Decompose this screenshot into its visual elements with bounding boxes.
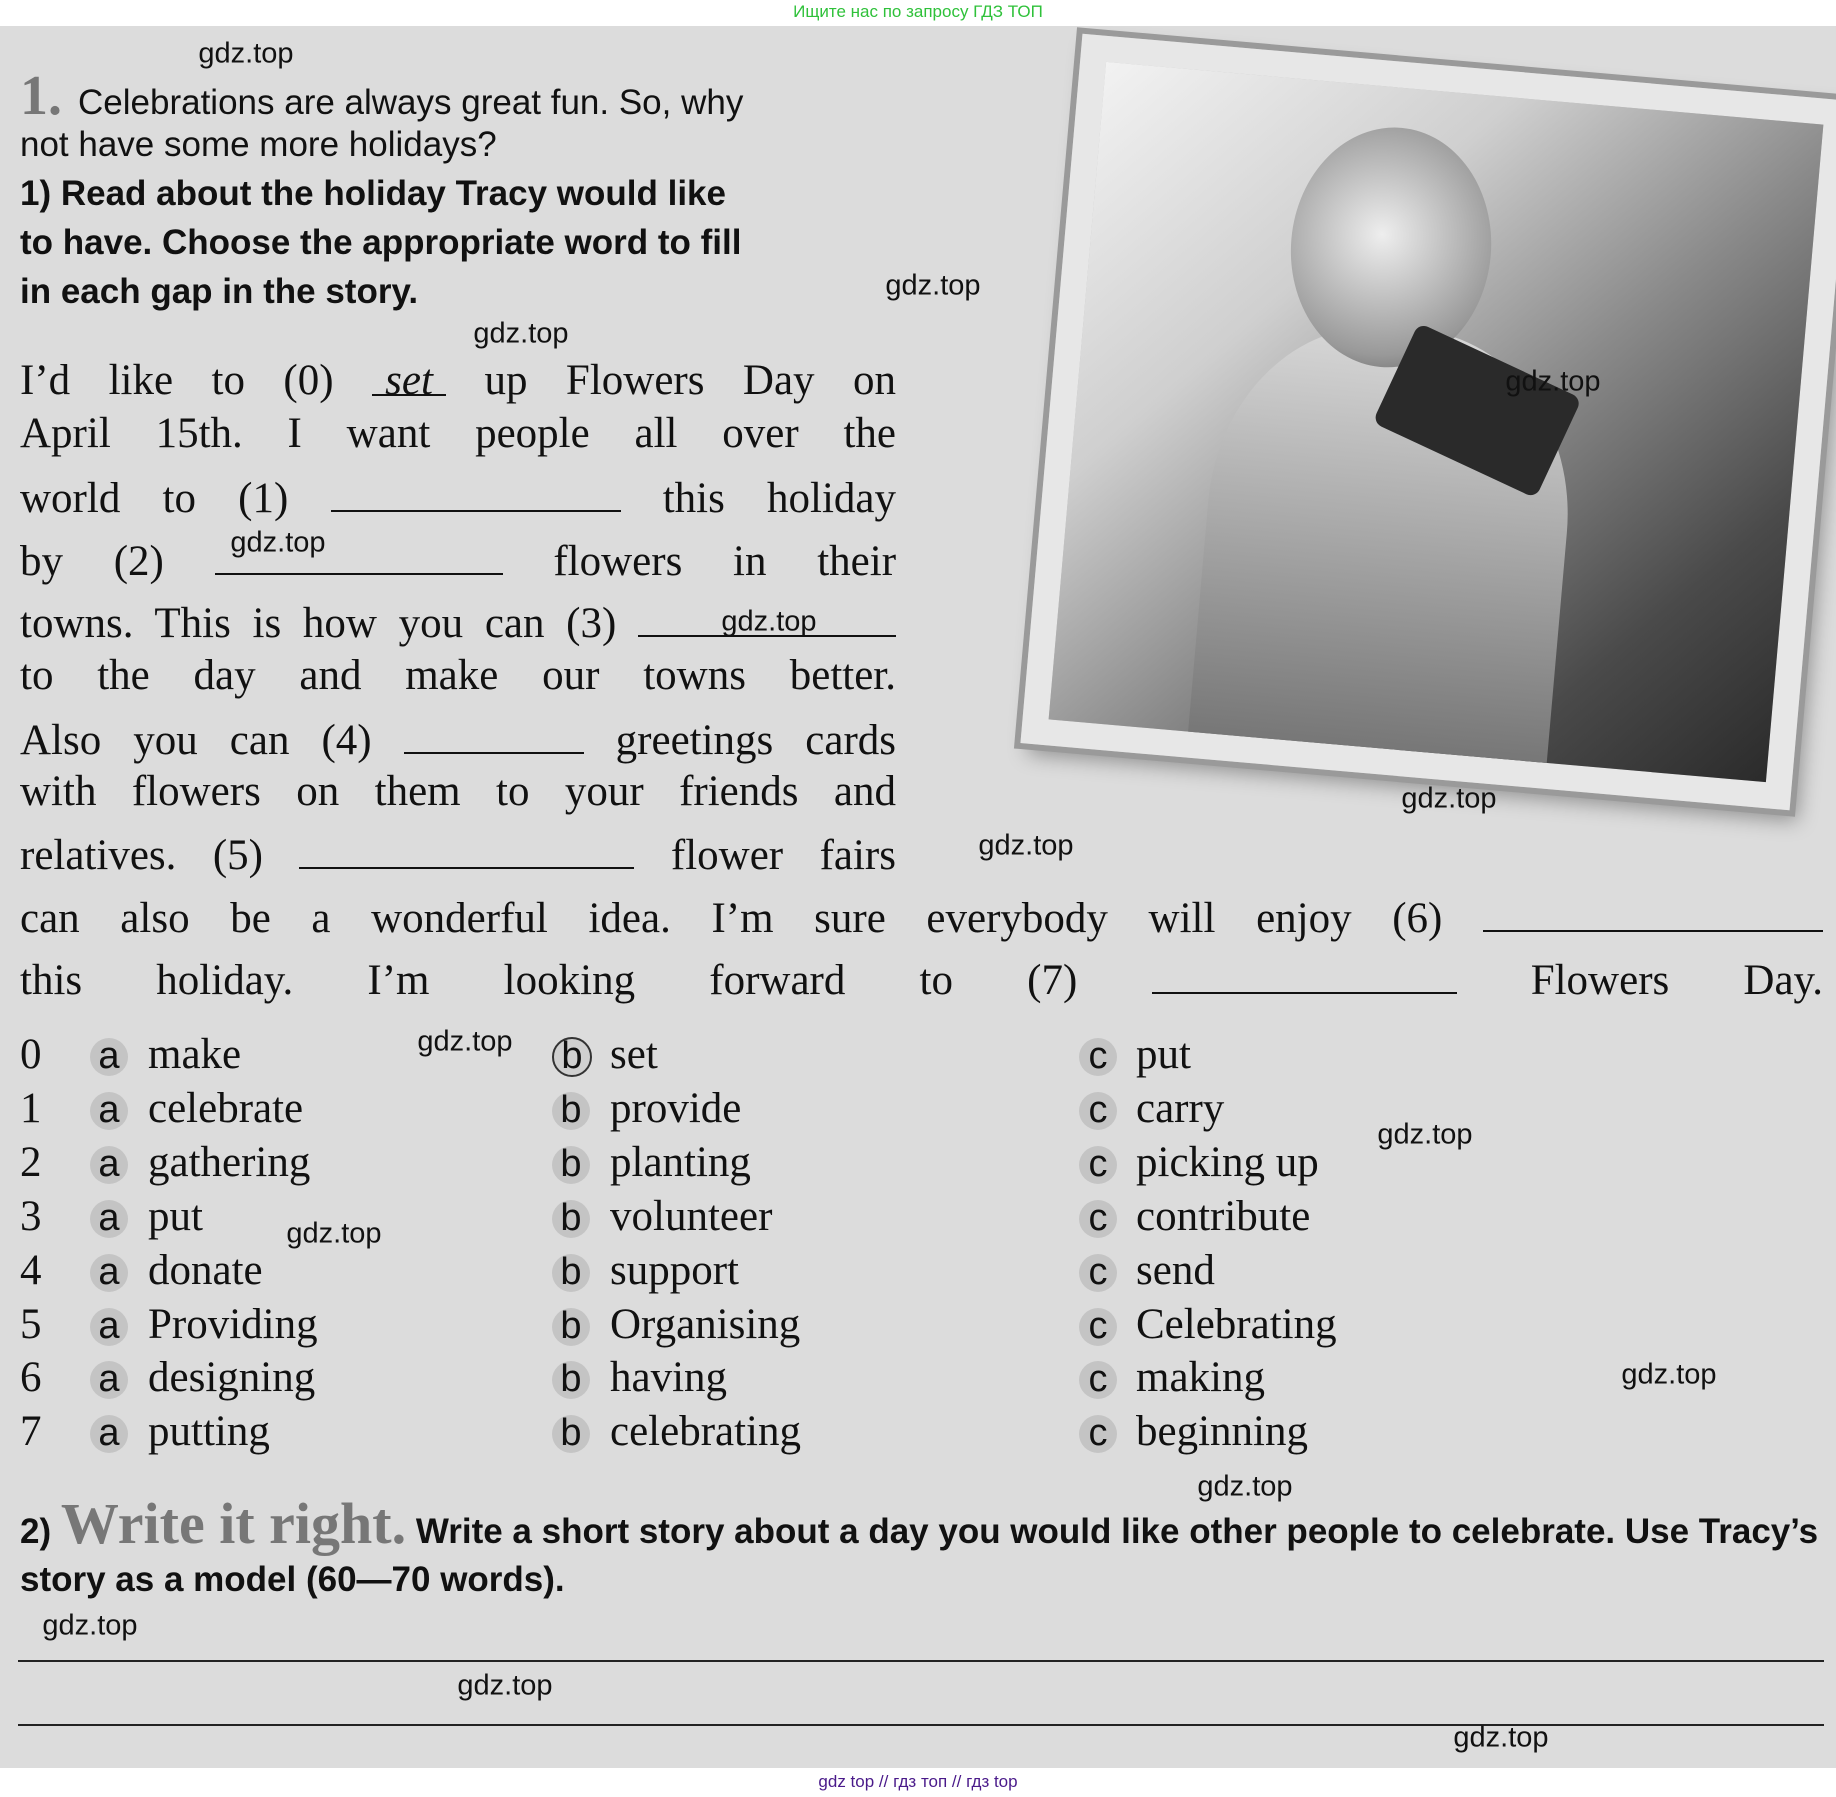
gap-6[interactable] <box>1483 892 1823 932</box>
watermark: gdz.top <box>721 605 817 638</box>
task1-line: to have. Choose the appropriate word to fill <box>20 223 742 262</box>
watermark: gdz.top <box>978 829 1074 862</box>
option-word[interactable]: provide <box>610 1084 742 1132</box>
option-row-number: 3 <box>20 1192 42 1240</box>
option-c[interactable] <box>1079 1084 1117 1134</box>
story-line <box>20 356 896 406</box>
option-row-number: 6 <box>20 1354 42 1402</box>
option-c[interactable] <box>1079 1030 1117 1080</box>
option-word[interactable]: making <box>1136 1354 1265 1402</box>
option-letter-a[interactable]: a <box>90 1415 128 1453</box>
option-word[interactable]: Providing <box>148 1300 318 1348</box>
intro-text: Celebrations are always great fun. So, why <box>78 83 744 122</box>
option-word[interactable]: putting <box>148 1408 270 1456</box>
option-letter-b[interactable]: b <box>552 1254 590 1292</box>
story-line <box>20 829 896 881</box>
story-text-segment: towns. This is how you can (3) <box>20 600 617 647</box>
option-b[interactable] <box>552 1084 590 1134</box>
option-a[interactable] <box>90 1246 128 1296</box>
story-text-segment: flower fairs <box>670 832 896 879</box>
option-word[interactable]: donate <box>148 1246 263 1294</box>
option-a[interactable] <box>90 1192 128 1242</box>
option-a[interactable] <box>90 1407 128 1457</box>
option-row-number: 2 <box>20 1138 42 1186</box>
option-word[interactable]: put <box>1136 1031 1191 1078</box>
option-b[interactable] <box>552 1138 590 1188</box>
story-text-segment: by (2) <box>20 538 164 585</box>
story-text-segment: I’d like to (0) <box>20 357 334 404</box>
photo-girl-watering-flowers <box>990 26 1836 816</box>
story-text-segment: world to (1) <box>20 475 289 522</box>
textbook-page <box>0 26 1836 1768</box>
option-word[interactable]: set <box>610 1031 658 1078</box>
story-text-segment: can also be a wonderful idea. I’m sure everybody will enjoy (6) <box>20 895 1443 942</box>
option-row-number: 5 <box>20 1300 42 1348</box>
story-text-segment: greetings cards <box>615 717 897 764</box>
option-letter-a[interactable]: a <box>90 1361 128 1399</box>
story-text-segment: to the day and make our towns better. <box>20 652 896 699</box>
option-b[interactable] <box>552 1353 590 1403</box>
photo-image <box>1049 62 1824 782</box>
option-a[interactable] <box>90 1353 128 1403</box>
option-word[interactable]: carry <box>1136 1084 1225 1132</box>
option-c[interactable] <box>1079 1138 1117 1188</box>
story-line <box>20 535 896 587</box>
story-line <box>20 892 1823 944</box>
option-word[interactable]: Organising <box>610 1300 801 1348</box>
story-text-segment: April 15th. I want people all over the <box>20 410 896 457</box>
task2-text: Write a short story about a day you would like other people to celebrate. Use Tracy’s story as a model (60—70 words). <box>20 1512 1819 1599</box>
story-line <box>20 767 896 817</box>
writing-line[interactable] <box>18 1660 1824 1662</box>
task2-number: 2) <box>20 1512 52 1551</box>
option-letter-a[interactable]: a <box>90 1200 128 1238</box>
story-text-segment: Flowers Day. <box>1530 957 1824 1004</box>
task1-line: in each gap in the story. <box>20 272 419 311</box>
option-letter-b[interactable]: b <box>552 1361 590 1399</box>
option-c[interactable] <box>1079 1246 1117 1296</box>
photo-frame <box>1020 34 1836 811</box>
option-word[interactable]: celebrating <box>610 1408 802 1456</box>
watermark: gdz.top <box>473 317 569 350</box>
watermark: gdz.top <box>417 1025 513 1058</box>
task1-line: 1) Read about the holiday Tracy would like <box>20 174 726 213</box>
story-line <box>20 954 1823 1006</box>
option-row-number: 1 <box>20 1084 42 1132</box>
watermark: gdz.top <box>42 1609 138 1642</box>
watermark: gdz.top <box>198 37 294 70</box>
story-text-segment: Also you can (4) <box>20 717 372 764</box>
option-row-number: 0 <box>20 1031 42 1078</box>
gap-4[interactable] <box>404 714 584 754</box>
option-a[interactable] <box>90 1138 128 1188</box>
option-word[interactable]: send <box>1136 1246 1215 1294</box>
option-row-number: 7 <box>20 1408 42 1456</box>
option-c[interactable] <box>1079 1192 1117 1242</box>
option-letter-c[interactable]: c <box>1079 1038 1117 1076</box>
story-text-segment: with flowers on them to your friends and <box>20 768 896 815</box>
task2-instruction <box>20 1491 1826 1604</box>
story-text-segment: relatives. (5) <box>20 832 263 879</box>
story-line <box>20 714 896 766</box>
option-letter-a[interactable]: a <box>90 1254 128 1292</box>
watermark: gdz.top <box>230 526 326 559</box>
photo-girl-head <box>1281 119 1501 376</box>
watermark: gdz.top <box>1505 365 1601 398</box>
story-text-segment: this holiday. I’m looking forward to (7) <box>20 957 1078 1004</box>
option-word[interactable]: planting <box>610 1138 751 1186</box>
option-a[interactable] <box>90 1030 128 1080</box>
option-letter-b[interactable]: b <box>552 1146 590 1184</box>
option-c[interactable] <box>1079 1353 1117 1403</box>
option-letter-c[interactable]: c <box>1079 1361 1117 1399</box>
gap-0[interactable]: set <box>372 356 446 396</box>
story-text-segment: flowers in their <box>553 538 897 585</box>
option-letter-b[interactable]: b <box>552 1415 590 1453</box>
story-text-segment: this holiday <box>662 475 897 522</box>
option-letter-c[interactable]: c <box>1079 1200 1117 1238</box>
bottom-banner[interactable]: gdz top // гдз топ // гдз top <box>818 1772 1018 1791</box>
top-banner[interactable]: Ищите нас по запросу ГДЗ ТОП <box>793 2 1043 21</box>
option-word[interactable]: designing <box>148 1354 316 1402</box>
watermark: gdz.top <box>1401 782 1497 815</box>
option-word[interactable]: volunteer <box>610 1192 773 1240</box>
intro-line-2: not have some more holidays? <box>20 125 497 164</box>
gap-1[interactable] <box>331 472 621 512</box>
option-word[interactable]: Celebrating <box>1136 1300 1337 1348</box>
option-b[interactable] <box>552 1246 590 1296</box>
option-letter-b[interactable]: b <box>552 1200 590 1238</box>
option-letter-a[interactable]: a <box>90 1092 128 1130</box>
option-a[interactable] <box>90 1300 128 1350</box>
option-word[interactable]: celebrate <box>148 1084 304 1132</box>
story-text-segment: up Flowers Day on <box>484 357 897 404</box>
watermark: gdz.top <box>1621 1358 1717 1391</box>
gap-7[interactable] <box>1152 954 1457 994</box>
option-letter-b[interactable]: b <box>552 1037 592 1077</box>
watermark: gdz.top <box>457 1669 553 1702</box>
option-c[interactable] <box>1079 1300 1117 1350</box>
option-letter-b[interactable]: b <box>552 1308 590 1346</box>
option-row-number: 4 <box>20 1246 42 1294</box>
option-b[interactable] <box>552 1300 590 1350</box>
watermark: gdz.top <box>885 269 981 302</box>
option-a[interactable] <box>90 1084 128 1134</box>
option-b[interactable] <box>552 1407 590 1457</box>
option-word[interactable]: support <box>610 1246 739 1294</box>
option-b[interactable] <box>552 1030 592 1080</box>
option-letter-c[interactable]: c <box>1079 1415 1117 1453</box>
option-letter-c[interactable]: c <box>1079 1146 1117 1184</box>
story-line <box>20 409 896 459</box>
option-word[interactable]: picking up <box>1136 1138 1319 1186</box>
option-letter-a[interactable]: a <box>90 1038 128 1076</box>
option-word[interactable]: make <box>148 1031 242 1078</box>
option-letter-c[interactable]: c <box>1079 1308 1117 1346</box>
story-line <box>20 651 896 701</box>
task2-title: Write it right. <box>60 1491 407 1556</box>
option-word[interactable]: put <box>148 1192 203 1240</box>
option-b[interactable] <box>552 1192 590 1242</box>
watermark: gdz.top <box>1197 1470 1293 1503</box>
option-word[interactable]: contribute <box>1136 1192 1311 1240</box>
option-word[interactable]: gathering <box>148 1138 311 1186</box>
watermark: gdz.top <box>1377 1118 1473 1151</box>
option-word[interactable]: beginning <box>1136 1408 1308 1456</box>
option-letter-a[interactable]: a <box>90 1308 128 1346</box>
watermark: gdz.top <box>286 1217 382 1250</box>
watermark: gdz.top <box>1453 1721 1549 1754</box>
option-word[interactable]: having <box>610 1354 728 1402</box>
option-letter-c[interactable]: c <box>1079 1092 1117 1130</box>
option-letter-c[interactable]: c <box>1079 1254 1117 1292</box>
option-letter-b[interactable]: b <box>552 1092 590 1130</box>
option-c[interactable] <box>1079 1407 1117 1457</box>
gap-5[interactable] <box>299 829 634 869</box>
story-line <box>20 472 896 524</box>
intro-line-1 <box>20 65 896 127</box>
writing-line[interactable] <box>18 1724 1824 1726</box>
exercise-number: 1. <box>20 65 62 127</box>
option-letter-a[interactable]: a <box>90 1146 128 1184</box>
